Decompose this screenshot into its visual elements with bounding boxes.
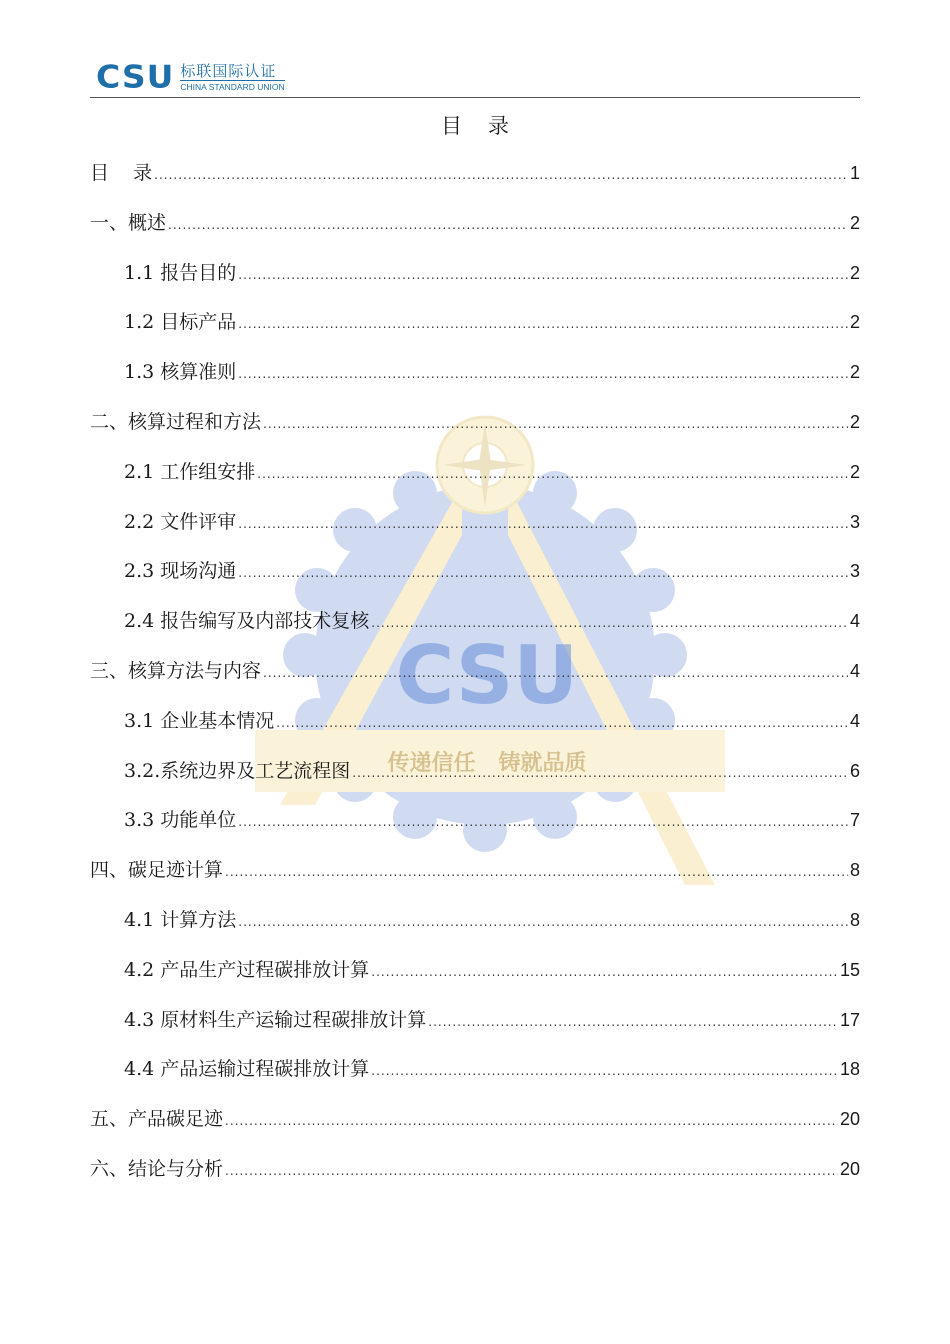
toc-dot-leader: [263, 417, 848, 431]
toc-dot-leader: [371, 1064, 838, 1078]
toc-entry-label: 3.2.系统边界及工艺流程图: [124, 759, 351, 782]
toc-entry[interactable]: [90, 706, 860, 738]
toc-entry-page: 3: [849, 511, 860, 532]
logo-english-name: CHINA STANDARD UNION: [180, 82, 285, 92]
toc-dot-leader: [276, 716, 848, 730]
toc-dot-leader: [371, 965, 838, 979]
toc-dot-leader: [238, 268, 848, 282]
toc-entry[interactable]: [90, 357, 860, 389]
toc-entry-page: 4: [849, 710, 860, 731]
header-divider: [90, 97, 860, 98]
toc-dot-leader: [238, 566, 848, 580]
toc-entry-page: 20: [839, 1159, 860, 1179]
toc-dot-leader: [371, 616, 848, 630]
toc-dot-leader: [168, 218, 848, 232]
toc-entry-label: 二、核算过程和方法: [90, 411, 262, 433]
toc-entry-label: 1.2 目标产品: [124, 311, 237, 334]
toc-entry[interactable]: [90, 158, 860, 190]
toc-dot-leader: [238, 517, 848, 531]
toc-entry-label: 五、产品碳足迹: [90, 1108, 224, 1131]
toc-entry-label: 六、结论与分析: [90, 1158, 224, 1180]
toc-entry-page: 2: [849, 461, 860, 482]
toc-dot-leader: [428, 1015, 838, 1029]
toc-entry-page: 4: [849, 661, 860, 681]
toc-entry-page: 8: [849, 860, 860, 881]
toc-entry-page: 4: [849, 611, 860, 632]
toc-entry-label: 4.3 原材料生产运输过程碳排放计算: [124, 1008, 427, 1031]
toc-entry[interactable]: [90, 756, 860, 788]
toc-dot-leader: [352, 766, 848, 780]
toc-entry-page: 7: [849, 810, 860, 831]
toc-entry-label: 2.1 工作组安排: [124, 460, 256, 483]
toc-entry-page: 2: [849, 262, 860, 283]
toc-entry-label: 4.1 计算方法: [124, 909, 237, 931]
toc-entry-label: 4.2 产品生产过程碳排放计算: [124, 958, 370, 981]
toc-entry[interactable]: [90, 606, 860, 638]
toc-entry-page: 8: [849, 910, 860, 930]
toc-dot-leader: [238, 367, 848, 381]
toc-entry-label: 2.3 现场沟通: [124, 560, 237, 583]
toc-entry-page: 2: [849, 362, 860, 383]
toc-entry[interactable]: [90, 507, 860, 539]
toc-entry-page: 2: [849, 412, 860, 432]
toc-entry[interactable]: [90, 1005, 860, 1037]
toc-entry[interactable]: [90, 905, 860, 937]
toc-title: 目录: [441, 114, 535, 138]
toc-entry-label: 3.1 企业基本情况: [124, 709, 275, 732]
logo-mark: CSU: [96, 58, 175, 96]
toc-entry-page: 2: [849, 312, 860, 333]
toc-entry-page: 20: [839, 1109, 860, 1130]
toc-entry-page: 15: [839, 959, 860, 980]
toc-entry-label: 4.4 产品运输过程碳排放计算: [124, 1058, 370, 1081]
toc-dot-leader: [225, 1114, 838, 1128]
toc-entry-label: 三、核算方法与内容: [90, 660, 262, 682]
toc-entry[interactable]: [90, 407, 860, 439]
toc-entry[interactable]: [90, 1054, 860, 1086]
toc-entry-page: 17: [839, 1009, 860, 1030]
toc-entry-page: 3: [849, 561, 860, 582]
csu-logo: [96, 58, 285, 96]
page-header: [96, 56, 860, 98]
toc-entry-label: 3.3 功能单位: [124, 809, 237, 832]
toc-entry[interactable]: [90, 307, 860, 339]
toc-entry-label: 2.4 报告编写及内部技术复核: [124, 610, 370, 633]
toc-entry-page: 18: [839, 1059, 860, 1080]
toc-entry[interactable]: [90, 258, 860, 290]
toc-entry-label: 目 录: [90, 162, 153, 184]
toc-dot-leader: [257, 467, 848, 481]
watermark-slogan: 传递信任 铸就品质: [387, 750, 587, 776]
toc-dot-leader: [154, 168, 848, 182]
toc-entry-page: 2: [849, 212, 860, 233]
toc-entry[interactable]: [90, 1154, 860, 1186]
toc-entry[interactable]: [90, 955, 860, 987]
toc-entry[interactable]: [90, 1104, 860, 1136]
toc-entry[interactable]: [90, 656, 860, 688]
toc-entry-label: 2.2 文件评审: [124, 510, 237, 533]
logo-chinese-name: 标联国际认证: [180, 62, 277, 80]
toc-entry-label: 一、概述: [90, 211, 167, 234]
toc-dot-leader: [225, 865, 848, 879]
toc-entry-page: 1: [849, 163, 860, 183]
toc-entry-label: 1.3 核算准则: [124, 361, 237, 384]
toc-entry[interactable]: [90, 556, 860, 588]
toc-dot-leader: [238, 815, 848, 829]
toc-entry-label: 1.1 报告目的: [124, 261, 237, 284]
toc-dot-leader: [238, 317, 848, 331]
toc-entry[interactable]: [90, 208, 860, 240]
toc-entry[interactable]: [90, 855, 860, 887]
toc-entry[interactable]: [90, 457, 860, 489]
toc-dot-leader: [263, 666, 848, 680]
watermark-brand: CSU: [395, 629, 579, 722]
toc-entry-page: 6: [849, 760, 860, 781]
toc-entry-label: 四、碳足迹计算: [90, 859, 224, 882]
toc-dot-leader: [225, 1164, 838, 1178]
toc-entry[interactable]: [90, 805, 860, 837]
logo-text: [180, 62, 284, 93]
toc-dot-leader: [238, 915, 848, 929]
